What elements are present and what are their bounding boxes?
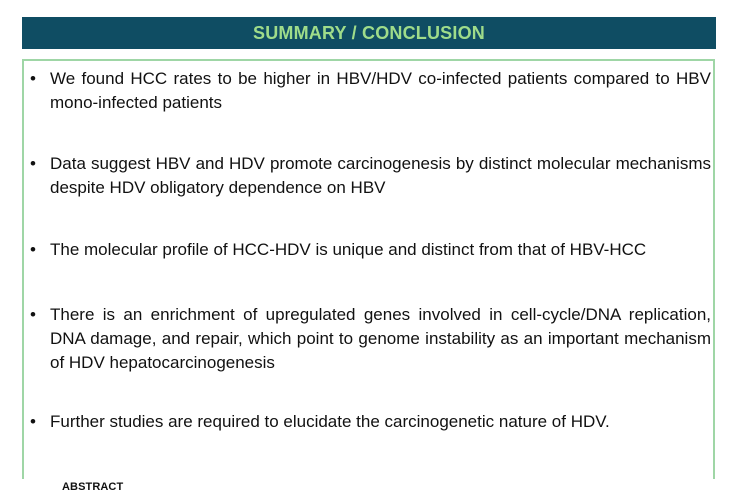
- bullet-icon: •: [30, 240, 36, 259]
- summary-header-bar: [22, 17, 716, 49]
- conclusion-item-hcc-rates: [30, 67, 711, 115]
- conclusion-item-molecular-profile: [30, 238, 711, 262]
- abstract-label: ABSTRACT: [62, 481, 124, 493]
- bullet-icon: •: [30, 305, 36, 324]
- conclusion-text: We found HCC rates to be higher in HBV/HDV co-infected patients compared to HBV mono-infected patients: [50, 69, 711, 112]
- summary-title: SUMMARY / CONCLUSION: [252, 22, 485, 43]
- bullet-icon: •: [30, 412, 36, 431]
- summary-content-box: [22, 59, 715, 479]
- conclusion-item-carcinogenesis: [30, 152, 711, 200]
- conclusion-text: The molecular profile of HCC-HDV is unique and distinct from that of HBV-HCC: [50, 240, 647, 259]
- bullet-icon: •: [30, 154, 36, 173]
- conclusion-text: Data suggest HBV and HDV promote carcinogenesis by distinct molecular mechanisms despite HDV obligatory dependence on HBV: [50, 154, 711, 197]
- conclusion-text: There is an enrichment of upregulated genes involved in cell-cycle/DNA replication, DNA damage, and repair, which point to genome instability as an important mechanism of HDV hepatocarcinogenesis: [50, 305, 711, 372]
- conclusion-item-further-studies: [30, 410, 711, 434]
- bullet-icon: •: [30, 69, 36, 88]
- conclusion-text: Further studies are required to elucidate the carcinogenetic nature of HDV.: [50, 412, 610, 431]
- conclusion-item-gene-enrichment: [30, 303, 711, 375]
